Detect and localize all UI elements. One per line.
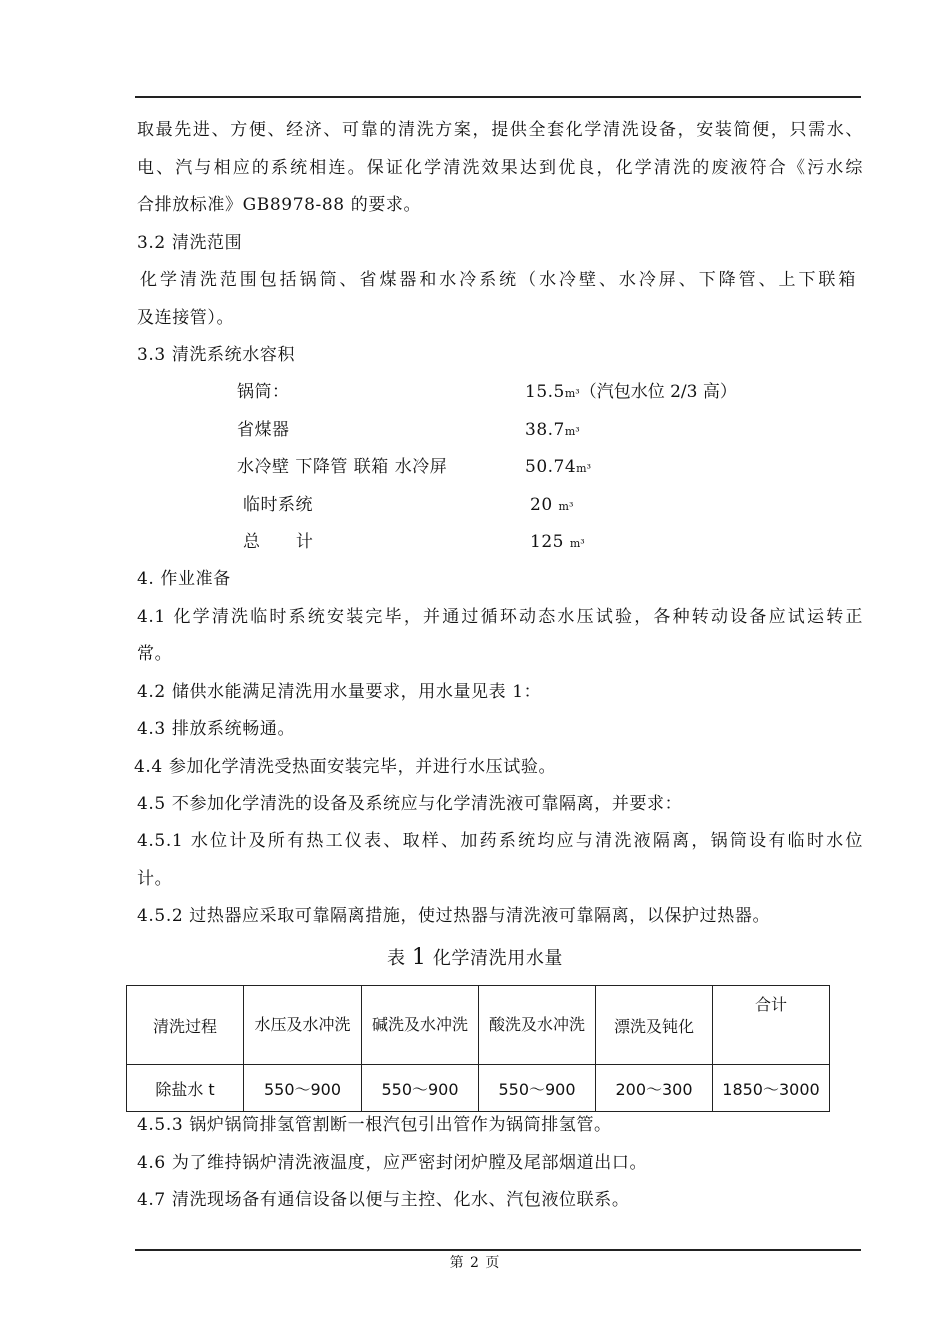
water-usage-table — [126, 985, 830, 1112]
volume-note: （汽包水位 2/3 高） — [579, 382, 737, 402]
volume-number: 38.7 — [525, 420, 565, 440]
volume-value — [525, 420, 580, 442]
body-line: 4.6 为了维持锅炉清洗液温度，应严密封闭炉膛及尾部烟道出口。 — [137, 1153, 648, 1173]
volume-label: 临时系统 — [243, 495, 313, 515]
volume-label: 锅筒： — [237, 382, 290, 402]
section-heading: 3.2 清洗范围 — [137, 233, 243, 253]
table-header-cell: 漂洗及钝化 — [596, 986, 713, 1065]
volume-value — [530, 495, 573, 517]
section-heading: 3.3 清洗系统水容积 — [137, 345, 296, 365]
volume-unit: m³ — [564, 425, 580, 438]
table-caption — [0, 946, 950, 971]
caption-text: 化学清洗用水量 — [432, 948, 564, 969]
body-line: 常。 — [137, 644, 173, 664]
table-row-label: 除盐水 t — [127, 1065, 244, 1112]
table-header-row — [127, 986, 830, 1065]
volume-unit: m³ — [569, 537, 585, 550]
header-rule — [135, 96, 861, 98]
volume-value — [530, 532, 585, 554]
volume-unit: m³ — [576, 462, 592, 475]
section-heading: 4. 作业准备 — [137, 569, 231, 589]
volume-value — [525, 457, 591, 479]
caption-prefix: 表 — [386, 948, 406, 969]
table-header-cell: 清洗过程 — [127, 986, 244, 1065]
body-line: 4.4 参加化学清洗受热面安装完毕，并进行水压试验。 — [134, 757, 557, 777]
table-cell: 550～900 — [362, 1065, 479, 1112]
body-line: 4.5 不参加化学清洗的设备及系统应与化学清洗液可靠隔离，并要求： — [137, 794, 683, 814]
body-line: 计。 — [137, 869, 173, 889]
table-header-cell: 碱洗及水冲洗 — [362, 986, 479, 1065]
body-line: 4.5.2 过热器应采取可靠隔离措施，使过热器与清洗液可靠隔离，以保护过热器。 — [137, 906, 771, 926]
table-header-cell: 合计 — [713, 986, 830, 1065]
body-line: 4.5.3 锅炉锅筒排氢管割断一根汽包引出管作为锅筒排氢管。 — [137, 1115, 612, 1135]
volume-label: 省煤器 — [237, 420, 290, 440]
volume-value — [525, 382, 737, 404]
body-line: 4.1 化学清洗临时系统安装完毕，并通过循环动态水压试验，各种转动设备应试运转正 — [137, 607, 863, 627]
volume-number: 125 — [530, 532, 570, 552]
body-line: 4.5.1 水位计及所有热工仪表、取样、加药系统均应与清洗液隔离，锅筒设有临时水位 — [137, 831, 863, 851]
table-row — [127, 1065, 830, 1112]
caption-number: 1 — [411, 945, 427, 970]
body-line: 取最先进、方便、经济、可靠的清洗方案，提供全套化学清洗设备，安装简便，只需水、 — [137, 120, 863, 140]
volume-number: 15.5 — [525, 382, 565, 402]
table-cell: 550～900 — [479, 1065, 596, 1112]
body-line: 合排放标准》GB8978-88 的要求。 — [137, 195, 422, 215]
volume-label: 水冷壁 下降管 联箱 水冷屏 — [237, 457, 448, 477]
volume-label: 总 计 — [243, 532, 314, 552]
body-line: 化学清洗范围包括锅筒、省煤器和水冷系统（水冷壁、水冷屏、下降管、上下联箱 — [140, 270, 856, 290]
body-line: 4.3 排放系统畅通。 — [137, 719, 296, 739]
body-line: 电、汽与相应的系统相连。保证化学清洗效果达到优良，化学清洗的废液符合《污水综 — [137, 158, 863, 178]
table-header-cell: 酸洗及水冲洗 — [479, 986, 596, 1065]
body-line: 4.7 清洗现场备有通信设备以便与主控、化水、汽包液位联系。 — [137, 1190, 630, 1210]
body-line: 4.2 储供水能满足清洗用水量要求，用水量见表 1： — [137, 682, 542, 702]
body-line: 及连接管）。 — [137, 308, 235, 328]
footer-rule — [135, 1249, 861, 1251]
table-cell: 550～900 — [244, 1065, 362, 1112]
table-cell: 200～300 — [596, 1065, 713, 1112]
table-header-cell: 水压及水冲洗 — [244, 986, 362, 1065]
volume-number: 50.74 — [525, 457, 577, 477]
page-number: 第 2 页 — [449, 1255, 501, 1271]
volume-unit: m³ — [558, 500, 574, 513]
volume-unit: m³ — [564, 387, 580, 400]
volume-number: 20 — [530, 495, 559, 515]
table-cell: 1850～3000 — [713, 1065, 830, 1112]
